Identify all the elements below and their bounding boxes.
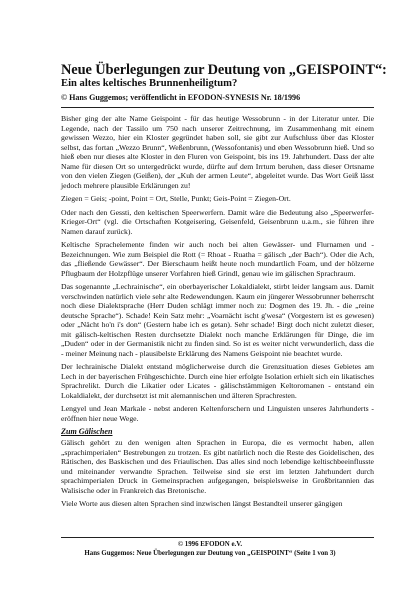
article-title: Neue Überlegungen zur Deutung von „GEISPOINT“: (61, 62, 387, 78)
paragraph: Ziegen = Geis; -point, Point = Ort, Stelle, Punkt; Geis-Point = Ziegen-Ort. (61, 194, 291, 203)
footer-page-reference: Hans Guggemos: Neue Überlegungen zur Deutung von „GEISPOINT“ (Seite 1 von 3) (84, 550, 336, 557)
paragraph: Lengyel und Jean Markale - nebst anderen Keltenforschern und Linguisten unseres Jahrhunderts - eröffnen hier neue Wege. (61, 404, 374, 423)
article-byline: © Hans Guggemos; veröffentlicht in EFODON-SYNESIS Nr. 18/1996 (61, 93, 301, 102)
header-divider (61, 107, 374, 108)
section-heading: Zum Gälischen (61, 427, 113, 436)
article (61, 62, 387, 513)
article-subtitle: Ein altes keltisches Brunnenheiligtum? (61, 78, 238, 89)
paragraph: Keltische Sprachelemente finden wir auch noch bei alten Gewässer- und Flurnamen und -Bezeichnungen. Wie zum Beispiel die Rott (= Rhoat - Ruatha = gälisch „der Bach“). Oder die Ach, das „fließende Gewässer“. Der Bierschaum heißt heute noch mundartlich Foam, und der hölzerne Pflugbaum der Holzpflüge unserer Vorfahren hieß Grindl, genau wie im gälischen Sprachraum. (61, 240, 374, 278)
paragraph: Der lechrainische Dialekt entstand möglicherweise durch die Grenzsituation dieses Gebietes am Lech in der bayerischen Frühgeschichte. Durch eine hier erfolgte Isolation erhielt sich ein likatisches Sprachrelikt. Durch die Likatier oder Licates - gälischstämmigen Keltoromanen - entstand ein Lokaldialekt, der durchsetzt ist mit alemannischen und älteren Sprachresten. (61, 362, 374, 400)
footer-divider (61, 537, 374, 538)
paragraph: Viele Worte aus diesen alten Sprachen sind inzwischen längst Bestandteil unserer gängigen (61, 499, 343, 508)
article-body (61, 114, 374, 509)
paragraph: Gälisch gehört zu den wenigen alten Sprachen in Europa, die es vermocht haben, allen „sprachimperialen“ Bestrebungen zu trotzen. Es gibt natürlich noch die Reste des Goidelischen, des Rätischen, des Baskischen und des Friaulischen. Das alles sind noch lebendige keltischbeeinflusste und miteinander verwandte Sprachen. Teilweise sind sie erst im letzten Jahrhundert durch sprachimperialen Druck in Gemeinsprachen aufgegangen, beispielsweise in Großbritannien das Walisische oder in Frankreich das Bretonische. (61, 438, 374, 495)
paragraph: Das sogenannte „Lechrainische“, ein oberbayerischer Lokaldialekt, stirbt leider langsam aus. Damit verschwinden natürlich viele sehr alte Redewendungen. Kaum ein jüngerer Wessobrunner beherrscht noch diese Dialektsprache (Herr Duden schlägt immer noch zu: Dogmen des 19. Jh. - die „reine deutsche Sprache“). Schade! Kein Satz mehr: „Voarnächt ischt g'wesa“ (Vorgestern ist es gewesen) oder „Nächt ho'n i's don“ (Gestern habe ich es getan). Sehr schade! Birgt doch nicht zuletzt dieser, mit gälisch-keltischen Resten durchsetzte Dialekt noch manche Erklärungen für Dinge, die im „Duden“ oder in der Germanistik nicht zu finden sind. So ist es weiter nicht verwunderlich, dass die - meiner Meinung nach - plausibelste Erklärung des Namens Geispoint nie beachtet wurde. (61, 282, 374, 358)
paragraph: Bisher ging der alte Name Geispoint - für das heutige Wessobrunn - in der Literatur unter. Die Legende, nach der Tassilo um 750 nach unserer Zeitrechnung, im Zusammenhang mit einem gewissen Wezzo, hier ein Kloster gegründet haben soll, sie gibt zur Aufschluss über das Kloster selbst, das fortan „Wezzo Brunn“, Weßenbrunn, (Wessofontanis) und eben Wessobrunn hieß. Und so hieß eben nur dieses alte Kloster in den Fluren von Geispoint, bis ins 19. Jahrhundert. Dass der alte Name für diesen Ort so untergedrückt wurde, dürfte auf dem Irrtum beruhen, dass dieser Ortsname von den vielen Ziegen (Geißen), der „Kuh der armen Leute“, abgeleitet wurde. Das Wort Geiß lässt jedoch mehrere plausible Erklärungen zu! (61, 114, 374, 190)
page-footer (0, 540, 420, 558)
paragraph: Oder nach den Gessti, den keltischen Speerwerfern. Damit wäre die Bedeutung also „Speerwerfer-Krieger-Ort“ (vgl. die Ortschaften Kotgeisering, Geisenfeld, Geisenbrunn u.a.m., sie führen ihre Namen darauf zurück). (61, 207, 374, 236)
footer-copyright: © 1996 EFODON e.V. (177, 541, 243, 548)
